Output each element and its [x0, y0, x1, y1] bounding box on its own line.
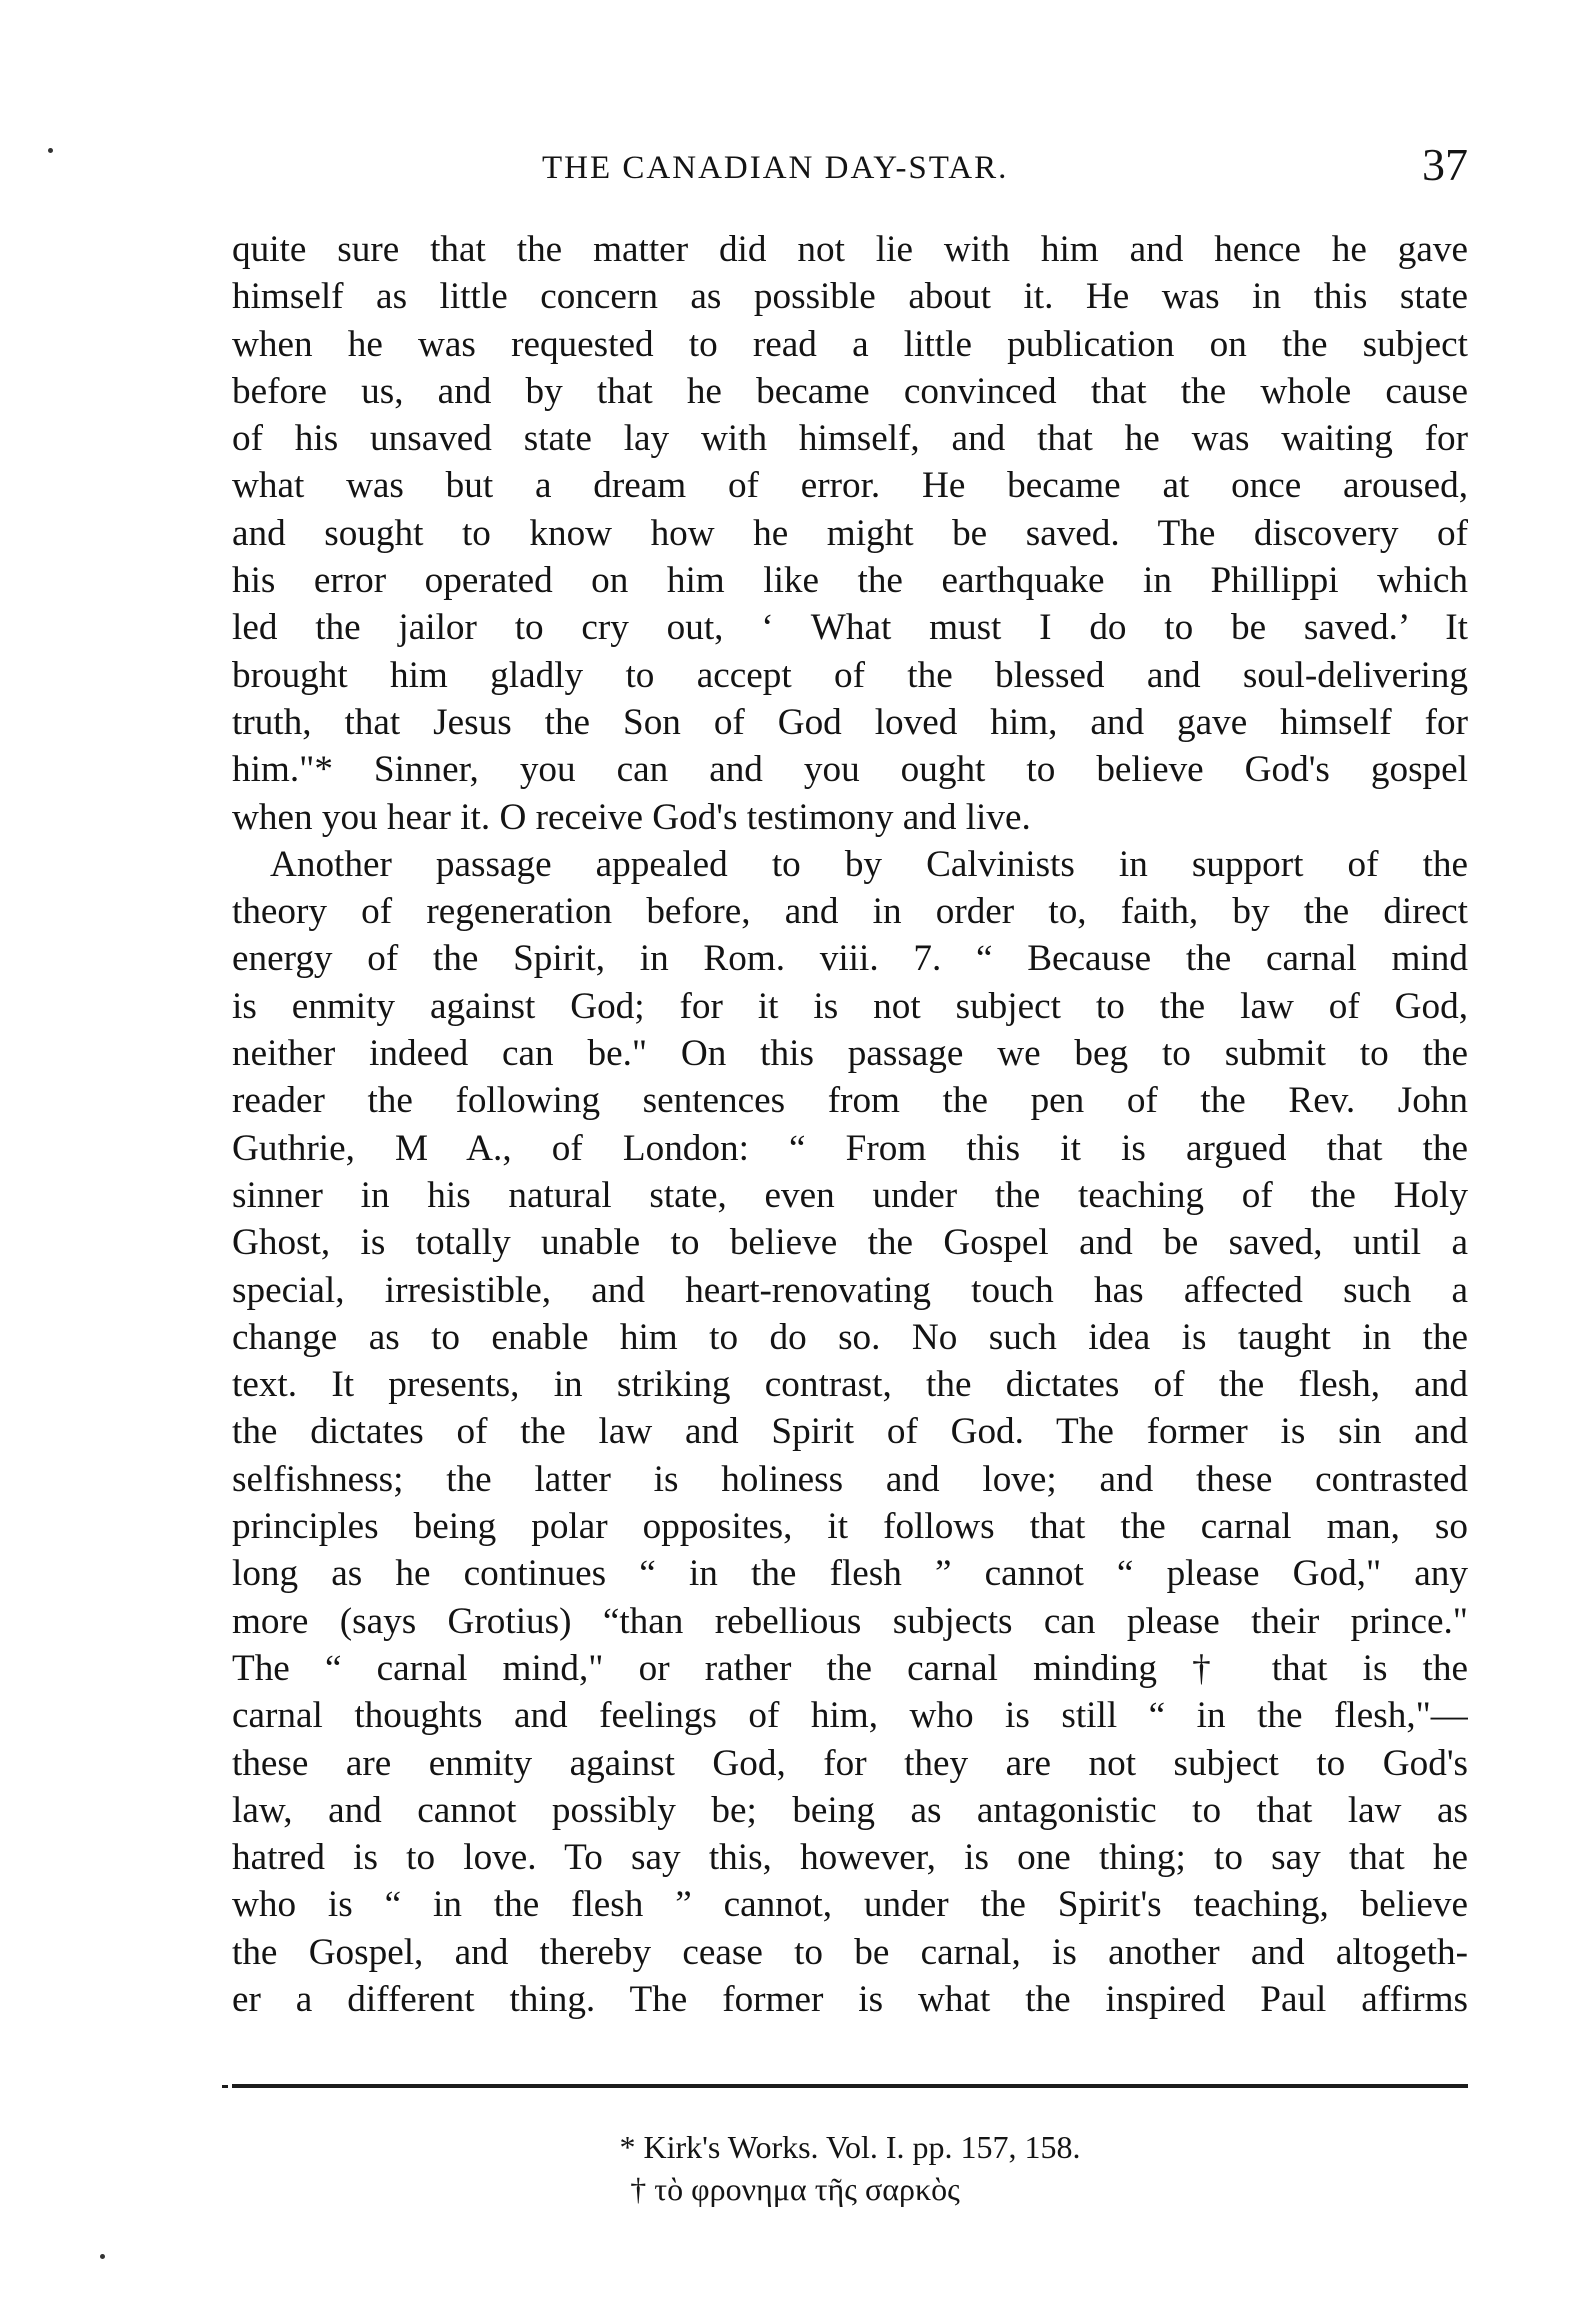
text-line: before us, and by that he became convinced that the whole cause — [232, 370, 1468, 412]
text-line: quite sure that the matter did not lie with him and hence he gave — [232, 229, 1468, 270]
text-line: the dictates of the law and Spirit of God. The former is sin and — [232, 1411, 1468, 1453]
text-line: the Gospel, and thereby cease to be carnal, is another and altogeth- — [232, 1931, 1468, 1973]
text-line: Guthrie, M A., of London: “ From this it is argued that the — [232, 1127, 1468, 1169]
text-line: truth, that Jesus the Son of God loved him, and gave himself for — [232, 701, 1468, 743]
text-line: energy of the Spirit, in Rom. viii. 7. “ Because the carnal mind — [232, 938, 1468, 980]
text-line: and sought to know how he might be saved. The discovery of — [232, 512, 1468, 554]
text-line: law, and cannot possibly be; being as antagonistic to that law as — [232, 1789, 1468, 1831]
text-line: text. It presents, in striking contrast, the dictates of the flesh, and — [232, 1364, 1468, 1406]
footnote-1: * Kirk's Works. Vol. I. pp. 157, 158. — [619, 2129, 1081, 2165]
text-line: principles being polar opposites, it follows that the carnal man, so — [232, 1506, 1468, 1548]
text-line: reader the following sentences from the pen of the Rev. John — [232, 1080, 1468, 1122]
text-line: special, irresistible, and heart-renovating touch has affected such a — [232, 1269, 1468, 1311]
body-text — [232, 226, 1468, 2023]
text-line: theory of regeneration before, and in order to, faith, by the direct — [232, 891, 1468, 933]
footnote-rule — [232, 2084, 1468, 2088]
text-line: brought him gladly to accept of the blessed and soul-delivering — [232, 654, 1468, 696]
footnotes — [232, 2126, 1468, 2210]
text-line: Another passage appealed to by Calvinists in support of the — [270, 843, 1468, 885]
footnote-2: † τὸ φρονημα τῆς σαρκὸς — [630, 2171, 960, 2207]
text-line: carnal thoughts and feelings of him, who is still “ in the flesh,"— — [232, 1695, 1468, 1737]
text-line: when he was requested to read a little publication on the subject — [232, 323, 1468, 365]
text-line: himself as little concern as possible about it. He was in this state — [232, 276, 1468, 318]
text-line: neither indeed can be." On this passage we beg to submit to the — [232, 1033, 1468, 1075]
text-line: what was but a dream of error. He became at once aroused, — [232, 465, 1468, 507]
text-line: when you hear it. O receive God's testimony and live. — [232, 796, 1031, 838]
text-line: long as he continues “ in the flesh ” cannot “ please God," any — [232, 1553, 1468, 1595]
text-line: him."* Sinner, you can and you ought to believe God's gospel — [232, 749, 1468, 791]
text-line: is enmity against God; for it is not subject to the law of God, — [232, 985, 1468, 1027]
text-line: er a different thing. The former is what the inspired Paul affirms — [232, 1978, 1468, 2020]
text-line: change as to enable him to do so. No such idea is taught in the — [232, 1316, 1468, 1358]
text-line: these are enmity against God, for they are not subject to God's — [232, 1742, 1468, 1784]
text-line: selfishness; the latter is holiness and love; and these contrasted — [232, 1458, 1468, 1500]
page-header — [232, 138, 1468, 198]
text-line: sinner in his natural state, even under the teaching of the Holy — [232, 1174, 1468, 1216]
print-speck — [100, 2254, 105, 2259]
print-speck — [48, 148, 53, 153]
footnote-rule-tick — [222, 2085, 228, 2088]
text-line: who is “ in the flesh ” cannot, under the Spirit's teaching, believe — [232, 1884, 1468, 1926]
text-line: led the jailor to cry out, ‘ What must I do to be saved.’ It — [232, 607, 1468, 649]
text-line: more (says Grotius) “than rebellious subjects can please their prince." — [232, 1600, 1468, 1642]
text-line: hatred is to love. To say this, however, is one thing; to say that he — [232, 1837, 1468, 1879]
page-number: 37 — [1422, 139, 1468, 190]
text-line: Ghost, is totally unable to believe the Gospel and be saved, until a — [232, 1222, 1468, 1264]
text-line: of his unsaved state lay with himself, and that he was waiting for — [232, 418, 1468, 460]
running-title: THE CANADIAN DAY-STAR. — [542, 150, 1009, 186]
text-line: his error operated on him like the earthquake in Phillippi which — [232, 560, 1468, 602]
text-line: The “ carnal mind," or rather the carnal minding † that is the — [232, 1647, 1468, 1689]
